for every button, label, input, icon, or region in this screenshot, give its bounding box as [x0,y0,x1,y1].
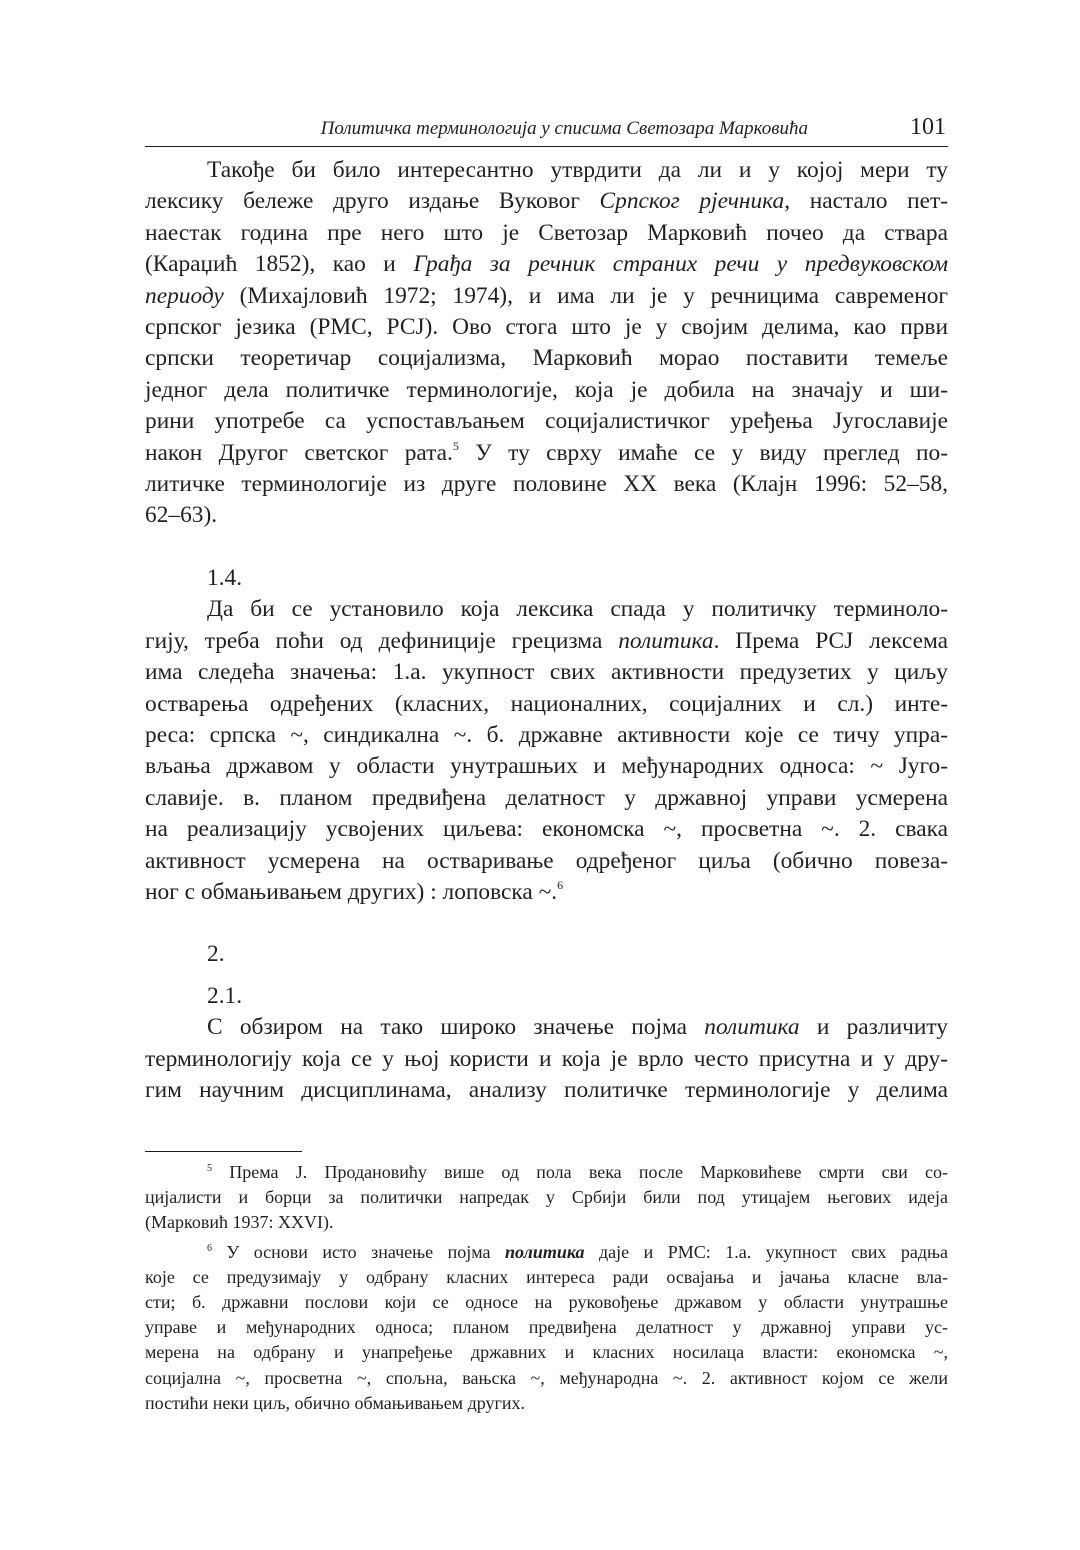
text-line: остварења одређених (класних, националних, социјалних и сл.) инте- [145,690,948,717]
running-header [145,116,948,147]
text-line: лексику бележе друго издање Вуковог Српског рјечника, настало пет- [145,188,948,215]
text-line: ног с обмањивањем других) : лоповска ~.$^6$ [145,877,564,905]
text-line: С обзиром на тако широко значење појма политика и различиту [207,1014,948,1041]
text-line: српског језика (РМС, РСЈ). Ово стога што је у својим делима, као први [145,314,948,341]
text-line: периоду (Михајловић 1972; 1974), и има ли је у речницима савременог [145,282,948,309]
text-line: (Караџић 1852), као и Грађа за речник страних речи у предвуковском [145,251,949,278]
section-heading-1-4: 1.4. [207,564,243,591]
text-line: Да би се установило која лексика спада у политичку терминоло- [207,596,948,623]
text-line: српски теоретичар социјализма, Марковић морао поставити темеље [145,345,948,372]
text-line: након Другог светског рата.$^5$ У ту сврху имаће се у виду преглед по- [145,438,948,466]
text-line: активност усмерена на остваривање одређеног циља (обично повеза- [145,847,948,874]
text-line: социјална ~, просветна ~, спољна, вањска ~, међународна ~. 2. активност којом се жели [145,1367,948,1388]
text-line: на реализацију усвојених циљева: економска ~, просветна ~. 2. свака [145,816,948,843]
text-line: 62–63). [145,502,218,529]
footnote-6 [145,1240,948,1416]
paragraph-3 [145,1012,948,1106]
footnotes [145,1160,948,1416]
text-line: управе и међународних односа; планом предвиђена делатност у државној управи ус- [145,1317,948,1338]
body-text [145,155,948,1106]
text-line: има следећа значења: 1.а. укупност свих активности предузетих у циљу [145,659,948,686]
paragraph-2 [145,594,948,908]
section-heading-2-1: 2.1. [207,982,243,1009]
page-number: 101 [910,114,946,140]
text-line: (Марковић 1937: XXVI). [145,1212,334,1233]
paragraph-1 [145,155,948,532]
text-line: цијалисти и борци за политички напредак у Србији били под утицајем његових идеја [145,1187,948,1208]
text-line: терминологију која се у њој користи и која је врло често присутна и у дру- [145,1045,948,1072]
footnote-5 [145,1160,948,1236]
text-line: вљања државом у области унутрашњих и међународних односа: ~ Југо- [145,753,948,780]
text-line: реса: српска ~, синдикална ~. б. државне активности које се тичу упра- [145,721,948,748]
text-line: једног дела политичке терминологије, која је добила на значају и ши- [145,376,948,403]
text-line: наестак година пре него што је Светозар Марковић почео да ствара [145,219,948,246]
footnote-ref-6[interactable]: 6 [557,877,564,892]
text-line: гим научним дисциплинама, анализу политичке терминологије у делима [145,1076,948,1103]
text-line: мерена на одбрану и унапређење државних и класних носилаца власти: економска ~, [145,1342,948,1363]
text-line: $^6$ У основи исто значење појма политика даје и РМС: 1.а. укупност свих радња [207,1241,948,1262]
text-line: Такође би било интересантно утврдити да ли и у којој мери ту [207,157,948,183]
footnote-ref-5[interactable]: 5 [452,438,459,453]
text-line: литичке терминологије из друге половине XX века (Клајн 1996: 52–58, [145,471,948,498]
running-title: Политичка терминологија у списима Светозара Марковића [320,118,808,139]
text-line: које се предузимају у одбрану класних интереса ради освајања и јачања класне вла- [145,1266,948,1287]
footnote-separator [145,1151,302,1152]
text-line: славије. в. планом предвиђена делатност у државној управи усмерена [145,784,948,811]
text-line: рини употребе са успостављањем социјалистичког уређења Југославије [145,408,948,435]
text-line: сти; б. државни послови који се односе на руковођење државом у области унутрашње [145,1292,948,1313]
text-line: $^5$ Према Ј. Продановићу више од пола века после Марковићеве смрти сви со- [207,1162,948,1182]
section-heading-2: 2. [207,941,225,968]
text-line: гију, треба поћи од дефиниције грецизма политика. Према РСЈ лексема [145,627,948,654]
text-line: постићи неки циљ, обично обмањивањем других. [145,1392,526,1413]
